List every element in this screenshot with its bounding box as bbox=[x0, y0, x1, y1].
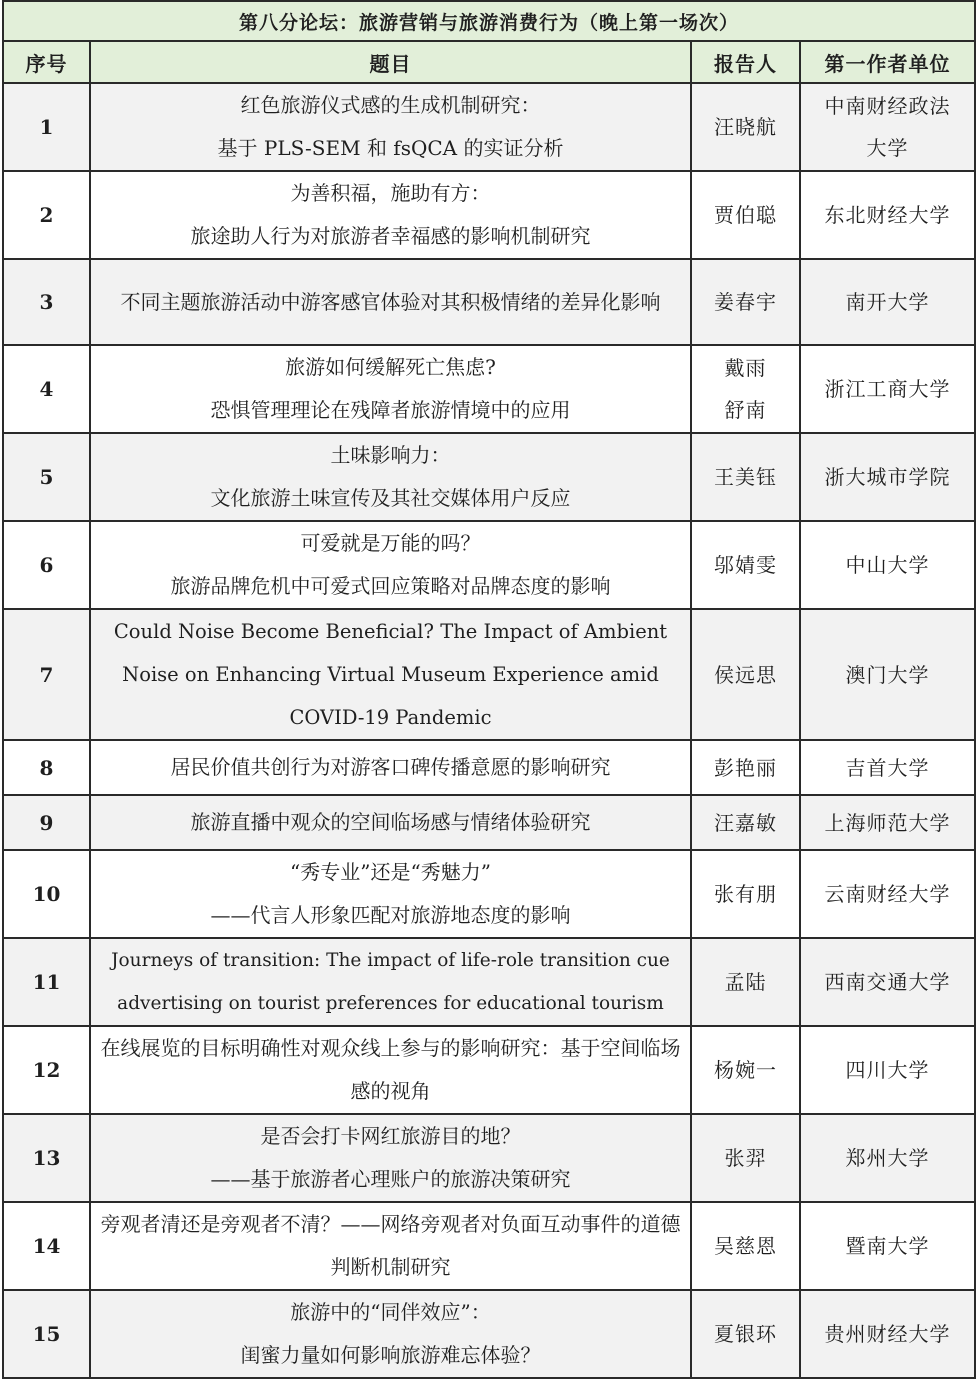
row-topic bbox=[90, 259, 691, 345]
topic-line: 恐惧管理理论在残障者旅游情境中的应用 bbox=[210, 398, 571, 422]
row-unit: 东北财经大学 bbox=[800, 171, 975, 259]
topic-text: 旁观者清还是旁观者不清？——网络旁观者对负面互动事件的道德判断机制研究 bbox=[100, 1212, 681, 1279]
table-row bbox=[3, 171, 975, 259]
row-topic bbox=[90, 1114, 691, 1202]
row-topic bbox=[90, 795, 691, 850]
row-unit: 浙大城市学院 bbox=[800, 433, 975, 521]
row-topic bbox=[90, 938, 691, 1026]
row-number: 8 bbox=[3, 740, 90, 795]
row-topic bbox=[90, 433, 691, 521]
topic-line: 旅游品牌危机中可爱式回应策略对品牌态度的影响 bbox=[170, 574, 611, 598]
row-reporter: 杨婉一 bbox=[691, 1026, 800, 1114]
table-row bbox=[3, 740, 975, 795]
topic-line: 红色旅游仪式感的生成机制研究： bbox=[240, 93, 541, 117]
row-reporter: 汪晓航 bbox=[691, 83, 800, 171]
row-number: 10 bbox=[3, 850, 90, 938]
topic-line: 闺蜜力量如何影响旅游难忘体验？ bbox=[240, 1343, 541, 1367]
row-number: 5 bbox=[3, 433, 90, 521]
topic-line: 为善积福，施助有方： bbox=[290, 181, 491, 205]
table-header-row bbox=[3, 41, 975, 83]
topic-line: 是否会打卡网红旅游目的地？ bbox=[260, 1124, 521, 1148]
row-unit: 南开大学 bbox=[800, 259, 975, 345]
row-topic bbox=[90, 345, 691, 433]
row-unit: 澳门大学 bbox=[800, 609, 975, 740]
table-row bbox=[3, 521, 975, 609]
row-number: 11 bbox=[3, 938, 90, 1026]
row-number: 1 bbox=[3, 83, 90, 171]
topic-line: “秀专业”还是“秀魅力” bbox=[290, 860, 491, 884]
topic-text: 在线展览的目标明确性对观众线上参与的影响研究：基于空间临场感的视角 bbox=[100, 1036, 681, 1103]
topic-line: 文化旅游土味宣传及其社交媒体用户反应 bbox=[210, 486, 571, 510]
table-title-row bbox=[3, 1, 975, 41]
row-reporter: 夏银环 bbox=[691, 1290, 800, 1378]
row-topic bbox=[90, 1290, 691, 1378]
topic-line: ——基于旅游者心理账户的旅游决策研究 bbox=[210, 1167, 571, 1191]
table-row bbox=[3, 1202, 975, 1290]
row-reporter: 王美钰 bbox=[691, 433, 800, 521]
row-unit: 上海师范大学 bbox=[800, 795, 975, 850]
topic-line: 旅游直播中观众的空间临场感与情绪体验研究 bbox=[190, 810, 591, 834]
topic-line: 旅游如何缓解死亡焦虑? bbox=[285, 355, 496, 379]
row-topic bbox=[90, 850, 691, 938]
table-row bbox=[3, 1114, 975, 1202]
row-topic bbox=[90, 1026, 691, 1114]
table-row bbox=[3, 1026, 975, 1114]
topic-line: Journeys of transition: The impact of life-role transition cue bbox=[111, 950, 670, 971]
table-row bbox=[3, 433, 975, 521]
row-number: 12 bbox=[3, 1026, 90, 1114]
row-topic bbox=[90, 171, 691, 259]
row-topic bbox=[90, 609, 691, 740]
row-reporter: 彭艳丽 bbox=[691, 740, 800, 795]
topic-line: COVID-19 Pandemic bbox=[289, 706, 492, 729]
topic-line: 旅游中的“同伴效应”： bbox=[290, 1300, 491, 1324]
row-number: 7 bbox=[3, 609, 90, 740]
row-number: 9 bbox=[3, 795, 90, 850]
row-number: 13 bbox=[3, 1114, 90, 1202]
table-row bbox=[3, 345, 975, 433]
header-unit: 第一作者单位 bbox=[800, 41, 975, 83]
header-reporter: 报告人 bbox=[691, 41, 800, 83]
row-reporter: 孟陆 bbox=[691, 938, 800, 1026]
topic-line: Noise on Enhancing Virtual Museum Experience amid bbox=[122, 663, 659, 686]
table-row bbox=[3, 259, 975, 345]
row-unit: 暨南大学 bbox=[800, 1202, 975, 1290]
reporter-text: 戴雨舒南 bbox=[724, 356, 767, 422]
row-number: 2 bbox=[3, 171, 90, 259]
row-topic bbox=[90, 1202, 691, 1290]
row-reporter: 张羿 bbox=[691, 1114, 800, 1202]
row-unit: 郑州大学 bbox=[800, 1114, 975, 1202]
table-row bbox=[3, 850, 975, 938]
row-unit: 中山大学 bbox=[800, 521, 975, 609]
row-number: 6 bbox=[3, 521, 90, 609]
table-row bbox=[3, 795, 975, 850]
row-reporter: 汪嘉敏 bbox=[691, 795, 800, 850]
row-reporter: 贾伯聪 bbox=[691, 171, 800, 259]
topic-line: 居民价值共创行为对游客口碑传播意愿的影响研究 bbox=[170, 755, 611, 779]
topic-line: Could Noise Become Beneficial? The Impact of Ambient bbox=[113, 620, 668, 643]
row-topic bbox=[90, 83, 691, 171]
row-topic bbox=[90, 740, 691, 795]
row-reporter bbox=[691, 345, 800, 433]
unit-text: 中南财经政法大学 bbox=[824, 94, 951, 160]
row-reporter: 姜春宇 bbox=[691, 259, 800, 345]
row-unit: 西南交通大学 bbox=[800, 938, 975, 1026]
row-number: 15 bbox=[3, 1290, 90, 1378]
table-row bbox=[3, 1290, 975, 1378]
row-unit: 云南财经大学 bbox=[800, 850, 975, 938]
table-title: 第八分论坛：旅游营销与旅游消费行为（晚上第一场次） bbox=[3, 1, 975, 41]
row-number: 3 bbox=[3, 259, 90, 345]
row-unit: 四川大学 bbox=[800, 1026, 975, 1114]
topic-line: 基于 PLS-SEM 和 fsQCA 的实证分析 bbox=[217, 136, 564, 160]
row-topic bbox=[90, 521, 691, 609]
row-unit: 贵州财经大学 bbox=[800, 1290, 975, 1378]
row-reporter: 侯远思 bbox=[691, 609, 800, 740]
row-reporter: 邬婧雯 bbox=[691, 521, 800, 609]
row-unit: 吉首大学 bbox=[800, 740, 975, 795]
topic-line: 旅途助人行为对旅游者幸福感的影响机制研究 bbox=[190, 224, 591, 248]
forum-schedule-table bbox=[2, 0, 976, 1379]
row-reporter: 张有朋 bbox=[691, 850, 800, 938]
topic-line: ——代言人形象匹配对旅游地态度的影响 bbox=[210, 903, 571, 927]
table-row bbox=[3, 938, 975, 1026]
topic-line: 可爱就是万能的吗？ bbox=[300, 531, 481, 555]
topic-line: 土味影响力： bbox=[330, 443, 451, 467]
row-reporter: 吴慈恩 bbox=[691, 1202, 800, 1290]
table-row bbox=[3, 83, 975, 171]
row-unit: 浙江工商大学 bbox=[800, 345, 975, 433]
row-unit bbox=[800, 83, 975, 171]
topic-text: 不同主题旅游活动中游客感官体验对其积极情绪的差异化影响 bbox=[120, 289, 661, 314]
topic-line: advertising on tourist preferences for educational tourism bbox=[117, 993, 664, 1014]
row-number: 14 bbox=[3, 1202, 90, 1290]
row-number: 4 bbox=[3, 345, 90, 433]
header-number: 序号 bbox=[3, 41, 90, 83]
header-topic: 题目 bbox=[90, 41, 691, 83]
table-row bbox=[3, 609, 975, 740]
